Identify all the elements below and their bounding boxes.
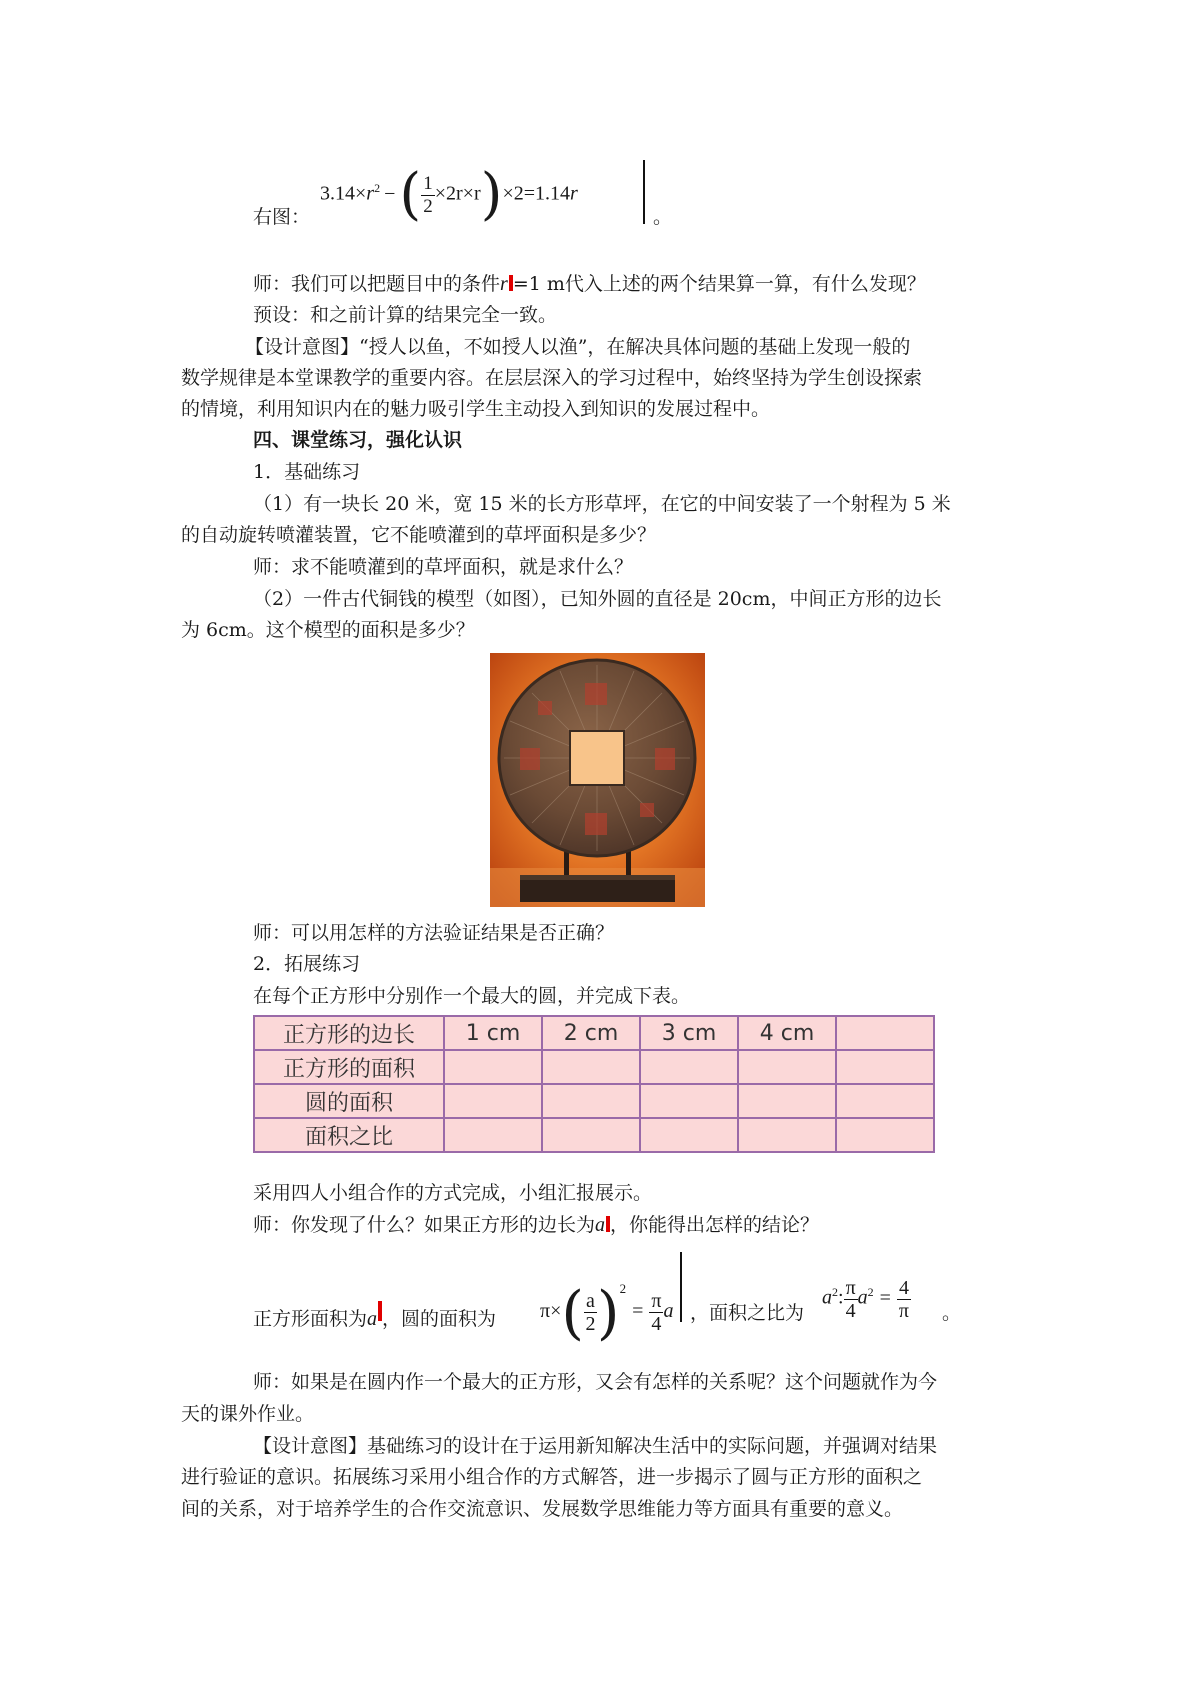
formula1-end: 。 <box>653 206 673 228</box>
square-circle-table <box>253 1015 935 1153</box>
homework-line-1: 师：如果是在圆内作一个最大的正方形，又会有怎样的关系呢？这个问题就作为今 <box>253 1371 938 1393</box>
table-cell: 2 cm <box>542 1016 640 1050</box>
table-cell <box>836 1084 934 1118</box>
table-cell <box>836 1050 934 1084</box>
design-intent-b1: 【设计意图】基础练习的设计在于运用新知解决生活中的实际问题，并强调对结果 <box>253 1435 938 1457</box>
table-cell <box>738 1050 836 1084</box>
table-row <box>254 1084 934 1118</box>
area-ratio-text: ，面积之比为 <box>690 1302 805 1324</box>
teacher-question-3: 师：你发现了什么？如果正方形的边长为a ，你能得出怎样的结论？ <box>253 1214 820 1236</box>
table-cell <box>640 1050 738 1084</box>
table-cell: 正方形的面积 <box>254 1050 444 1084</box>
design-intent-3: 的情境，利用知识内在的魅力吸引学生主动投入到知识的发展过程中。 <box>181 398 771 420</box>
table-cell <box>542 1118 640 1152</box>
design-intent-1: 【设计意图】“授人以鱼，不如授人以渔”，在解决具体问题的基础上发现一般的 <box>245 336 911 358</box>
teacher-question-1: 师：求不能喷灌到的草坪面积，就是求什么？ <box>253 556 634 578</box>
table-row <box>254 1118 934 1152</box>
problem-1a: （1）有一块长 20 米，宽 15 米的长方形草坪，在它的中间安装了一个射程为 5 米 <box>253 493 951 515</box>
table-cell <box>444 1084 542 1118</box>
table-cell: 4 cm <box>738 1016 836 1050</box>
table-row <box>254 1016 934 1050</box>
table-cell <box>444 1050 542 1084</box>
line-teacher-1: 师：我们可以把题目中的条件r =1 m代入上述的两个结果算一算，有什么发现？ <box>253 273 926 295</box>
table-cell <box>640 1118 738 1152</box>
formula1-cursor-bar <box>643 160 645 224</box>
homework-line-2: 天的课外作业。 <box>181 1403 315 1425</box>
table-cell: 面积之比 <box>254 1118 444 1152</box>
design-intent-b2: 进行验证的意识。拓展练习采用小组合作的方式解答，进一步揭示了圆与正方形的面积之 <box>181 1466 923 1488</box>
line-preset: 预设：和之前计算的结果完全一致。 <box>253 304 558 326</box>
table-cell <box>444 1118 542 1152</box>
table-cell <box>738 1118 836 1152</box>
formula2-end: 。 <box>942 1302 962 1324</box>
area-ratio-formula: $a^2$: $\frac{\pi}{4}$ $a^2$ = $\frac{4}{\pi}$ <box>822 1276 909 1322</box>
design-intent-b3: 间的关系，对于培养学生的合作交流意识、发展数学思维能力等方面具有重要的意义。 <box>181 1498 904 1520</box>
table-row <box>254 1050 934 1084</box>
problem-1b: 的自动旋转喷灌装置，它不能喷灌到的草坪面积是多少？ <box>181 524 657 546</box>
section-heading-4: 四、课堂练习，强化认识 <box>253 429 463 451</box>
teacher-question-2: 师：可以用怎样的方法验证结果是否正确？ <box>253 922 615 944</box>
extension-instruction: 在每个正方形中分别作一个最大的圆，并完成下表。 <box>253 985 691 1007</box>
table-cell: 圆的面积 <box>254 1084 444 1118</box>
table-cell <box>836 1118 934 1152</box>
table-cell: 正方形的边长 <box>254 1016 444 1050</box>
formula2-cursor-bar <box>680 1252 682 1322</box>
table-cell: 3 cm <box>640 1016 738 1050</box>
square-area-text: 正方形面积为a ，圆的面积为 <box>253 1301 496 1331</box>
ancient-coin-image <box>490 653 705 907</box>
circle-area-formula: π×( $\frac{a}{2}$ )$^2$= $\frac{\pi}{4}$ a <box>540 1278 674 1347</box>
formula1: $3.14\times r^2$ −( $\frac{1}{2}$ ×2r×r)×2=1.14r <box>320 162 578 228</box>
table-cell: 1 cm <box>444 1016 542 1050</box>
subheading-basic: 1．基础练习 <box>253 461 361 483</box>
problem-2a: （2）一件古代铜钱的模型（如图），已知外圆的直径是 20cm，中间正方形的边长 <box>253 588 942 610</box>
design-intent-2: 数学规律是本堂课教学的重要内容。在层层深入的学习过程中，始终坚持为学生创设探索 <box>181 367 923 389</box>
table-cell <box>542 1050 640 1084</box>
problem-2b: 为 6cm。这个模型的面积是多少？ <box>181 619 475 641</box>
table-cell <box>542 1084 640 1118</box>
formula1-label: 右图： <box>253 206 311 228</box>
table-cell <box>738 1084 836 1118</box>
table-cell <box>640 1084 738 1118</box>
group-work-line: 采用四人小组合作的方式完成，小组汇报展示。 <box>253 1182 653 1204</box>
table-cell <box>836 1016 934 1050</box>
subheading-extension: 2．拓展练习 <box>253 953 361 975</box>
